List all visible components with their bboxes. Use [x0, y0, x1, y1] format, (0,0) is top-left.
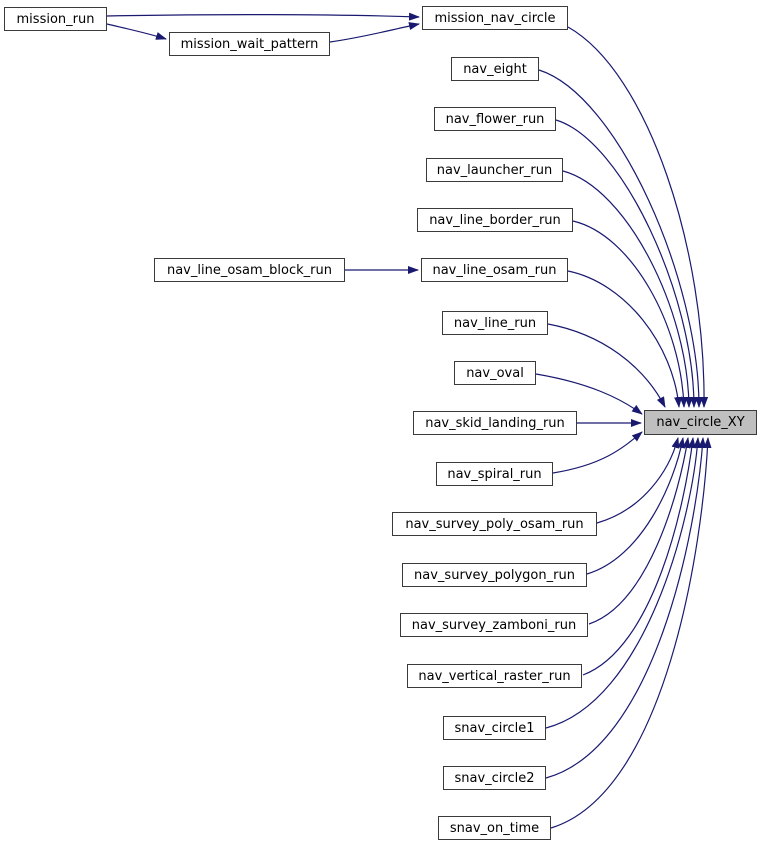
node-nav_line_run[interactable]: nav_line_run: [442, 311, 548, 335]
node-nav_line_osam_run[interactable]: nav_line_osam_run: [421, 258, 568, 282]
node-nav_oval[interactable]: nav_oval: [454, 361, 536, 385]
node-nav_survey_zamboni_run[interactable]: nav_survey_zamboni_run: [400, 613, 588, 637]
node-mission_wait_pattern[interactable]: mission_wait_pattern: [169, 32, 330, 56]
node-nav_line_osam_block_run[interactable]: nav_line_osam_block_run: [154, 258, 345, 282]
node-mission_nav_circle[interactable]: mission_nav_circle: [422, 6, 568, 30]
node-snav_on_time[interactable]: snav_on_time: [438, 816, 551, 840]
node-nav_spiral_run[interactable]: nav_spiral_run: [436, 462, 553, 486]
node-mission_run[interactable]: mission_run: [4, 7, 107, 31]
node-nav_circle_XY: nav_circle_XY: [644, 410, 757, 435]
node-nav_launcher_run[interactable]: nav_launcher_run: [426, 158, 563, 182]
node-nav_survey_polygon_run[interactable]: nav_survey_polygon_run: [402, 563, 587, 587]
node-snav_circle2[interactable]: snav_circle2: [443, 766, 546, 790]
node-nav_skid_landing_run[interactable]: nav_skid_landing_run: [413, 411, 577, 435]
node-nav_line_border_run[interactable]: nav_line_border_run: [417, 208, 573, 232]
node-nav_eight[interactable]: nav_eight: [451, 57, 539, 81]
node-nav_vertical_raster_run[interactable]: nav_vertical_raster_run: [407, 664, 582, 688]
node-snav_circle1[interactable]: snav_circle1: [443, 716, 546, 740]
node-nav_flower_run[interactable]: nav_flower_run: [434, 107, 556, 131]
node-nav_survey_poly_osam_run[interactable]: nav_survey_poly_osam_run: [392, 512, 597, 536]
